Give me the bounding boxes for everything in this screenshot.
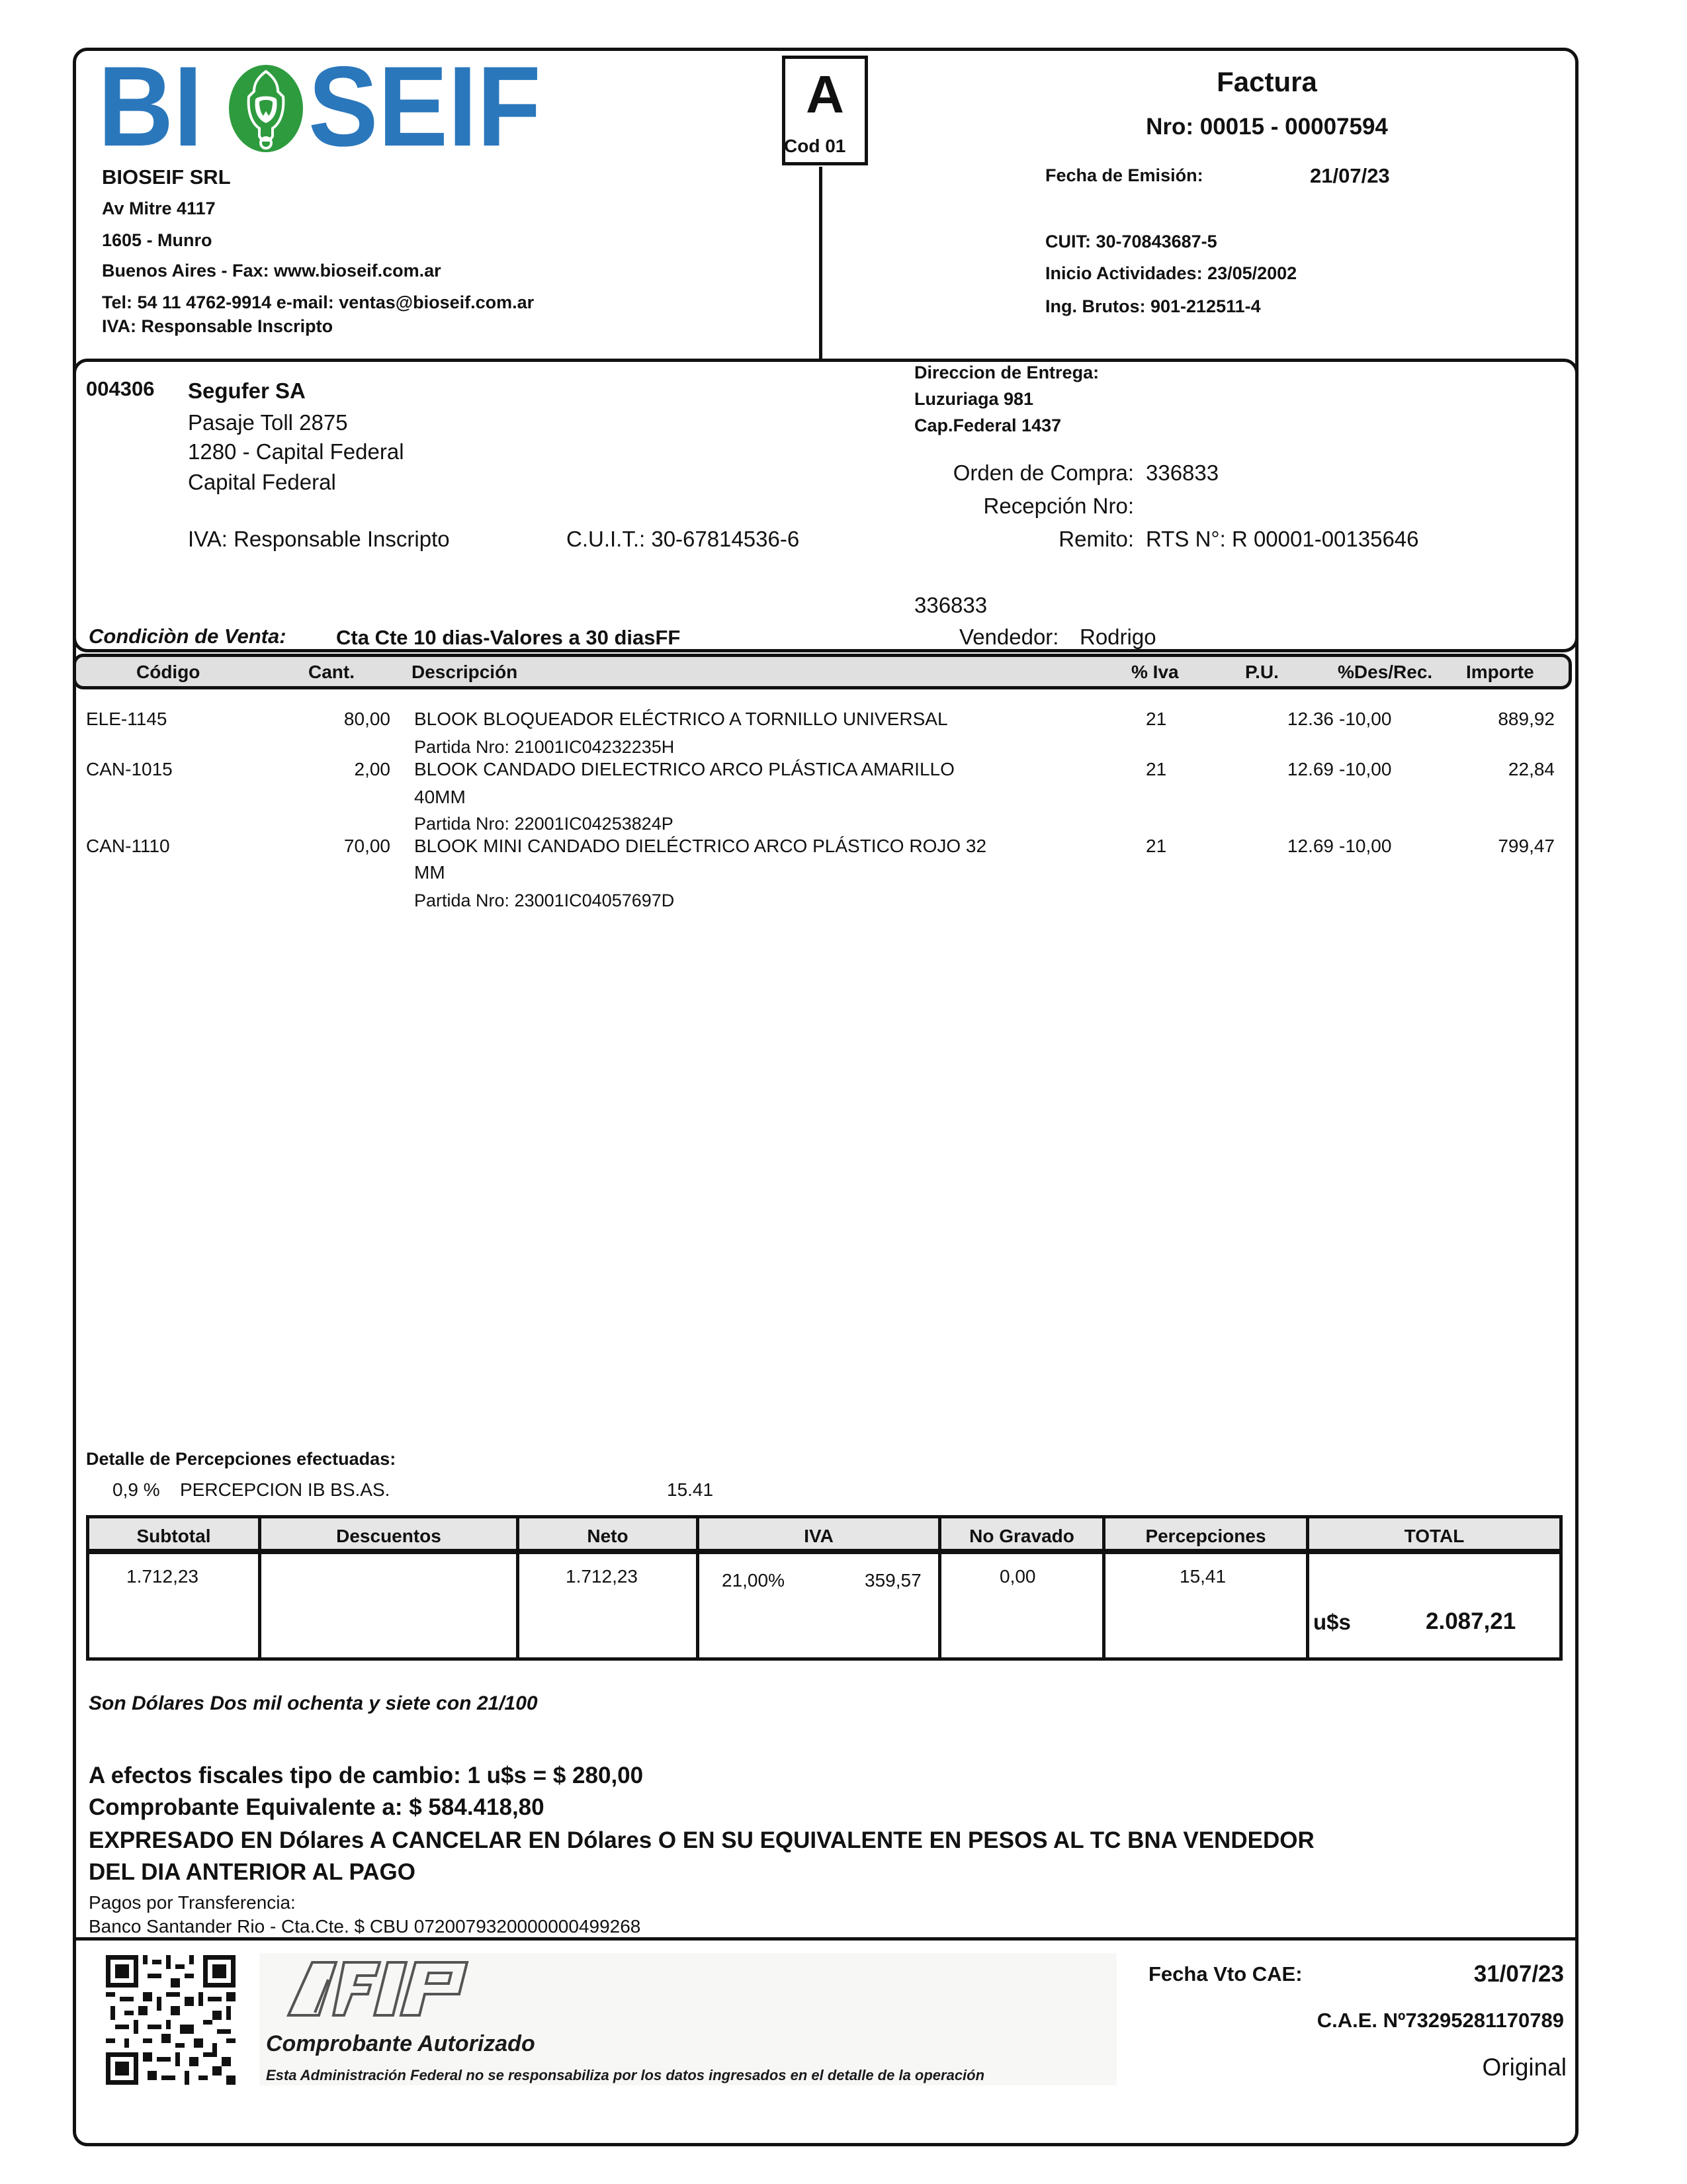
item-unit-price: 12.69 [1287,836,1334,856]
item-description: BLOOK BLOQUEADOR ELÉCTRICO A TORNILLO UNIVERSAL [414,709,948,729]
header-iva: % Iva [1131,662,1179,682]
customer-city: 1280 - Capital Federal [188,439,404,464]
issue-date-label: Fecha de Emisión: [1045,165,1203,185]
header-divider [819,167,822,360]
invoice-type-letter: A [806,65,844,124]
header-code: Código [136,662,200,682]
invoice-type-code: Cod 01 [784,136,846,156]
item-code: CAN-1015 [86,759,173,779]
totals-currency: u$s [1313,1610,1351,1634]
totals-col-discounts [261,1518,519,1657]
customer-code: 004306 [86,377,155,400]
issuer-name: BIOSEIF SRL [102,165,231,189]
exchange-rate-note: A efectos fiscales tipo de cambio: 1 u$s = $ 280,00 [89,1763,644,1788]
item-code: CAN-1110 [86,836,170,856]
totals-iva-rate: 21,00% [722,1570,785,1591]
totals-col-not-taxed [941,1518,1105,1657]
sale-condition-value: Cta Cte 10 dias-Valores a 30 diasFF [336,626,681,649]
cae-due-label: Fecha Vto CAE: [1148,1962,1303,1986]
item-iva: 21 [1146,709,1167,729]
issuer-gross-income: Ing. Brutos: 901-212511-4 [1045,296,1261,316]
totals-table [86,1515,1563,1661]
item-iva: 21 [1146,836,1167,856]
reference-number: 336833 [914,593,988,617]
remito-label: Remito: [1059,527,1134,551]
issuer-contact: Tel: 54 11 4762-9914 e-mail: ventas@bioseif.com.ar [102,292,535,312]
item-unit-price: 12.36 [1287,709,1334,729]
issuer-cuit: CUIT: 30-70843687-5 [1045,232,1217,251]
currency-notice: EXPRESADO EN Dólares A CANCELAR EN Dólares O EN SU EQUIVALENTE EN PESOS AL TC BNA VENDEDOR [89,1827,1315,1853]
reception-label: Recepción Nro: [983,494,1134,518]
perception-name: PERCEPCION IB BS.AS. [180,1479,390,1500]
item-description-cont: MM [414,862,445,883]
equivalent-amount: Comprobante Equivalente a: $ 584.418,80 [89,1794,544,1820]
cae-number: C.A.E. Nº73295281170789 [1317,2009,1564,2032]
totals-header-perceptions: Percepciones [1105,1518,1306,1554]
issuer-city: 1605 - Munro [102,230,212,250]
amount-in-words: Son Dólares Dos mil ochenta y siete con 21/100 [89,1692,538,1714]
afip-authorization-panel [259,1953,1117,2085]
item-amount: 799,47 [1498,836,1555,856]
currency-notice-cont: DEL DIA ANTERIOR AL PAGO [89,1859,415,1885]
purchase-order-value: 336833 [1146,460,1219,485]
item-lot: Partida Nro: 22001IC04253824P [414,814,673,834]
item-discount: -10,00 [1339,836,1392,856]
totals-col-net [519,1518,699,1657]
remito-value: RTS N°: R 00001-00135646 [1146,527,1419,551]
item-discount: -10,00 [1339,759,1392,779]
authorized-label: Comprobante Autorizado [266,2031,535,2056]
item-lot: Partida Nro: 23001IC04057697D [414,891,675,910]
delivery-city: Cap.Federal 1437 [914,415,1062,435]
afip-logo-icon [275,1960,513,2024]
bioseif-logo [98,43,569,170]
item-lot: Partida Nro: 21001IC04232235H [414,737,675,757]
header-amount: Importe [1466,662,1534,682]
totals-header-subtotal: Subtotal [89,1518,258,1554]
invoice-type-box [782,56,868,165]
customer-province: Capital Federal [188,470,336,494]
item-code: ELE-1145 [86,709,167,729]
footer-divider [73,1937,1579,1941]
issuer-address: Av Mitre 4117 [102,198,216,218]
totals-header-not-taxed: No Gravado [941,1518,1102,1554]
customer-cuit: C.U.I.T.: 30-67814536-6 [566,527,800,551]
item-unit-price: 12.69 [1287,759,1334,779]
totals-col-total [1309,1518,1559,1657]
totals-header-net: Neto [519,1518,696,1554]
totals-header-discounts: Descuentos [261,1518,516,1554]
purchase-order-label: Orden de Compra: [953,460,1134,485]
header-description: Descripción [411,662,518,682]
item-qty: 70,00 [343,836,390,856]
perceptions-title: Detalle de Percepciones efectuadas: [86,1449,396,1469]
item-description-cont: 40MM [414,787,466,807]
delivery-address: Luzuriaga 981 [914,389,1034,409]
logo-text-left: BI [98,43,203,170]
totals-header-total: TOTAL [1309,1518,1559,1554]
item-amount: 889,92 [1498,709,1555,729]
customer-address: Pasaje Toll 2875 [188,410,348,435]
totals-col-perceptions [1105,1518,1309,1657]
copy-label: Original [1482,2054,1567,2081]
item-discount: -10,00 [1339,709,1392,729]
document-title: Factura [1217,66,1317,97]
item-description: BLOOK MINI CANDADO DIELÉCTRICO ARCO PLÁSTICO ROJO 32 [414,836,987,856]
totals-col-iva [699,1518,941,1657]
totals-net: 1.712,23 [566,1566,638,1587]
customer-name: Segufer SA [188,378,306,403]
afip-disclaimer: Esta Administración Federal no se responsabiliza por los datos ingresados en el detalle de la operación [266,2067,985,2083]
document-number: Nro: 00015 - 00007594 [1146,114,1388,140]
gas-mask-icon [229,65,303,152]
payment-title: Pagos por Transferencia: [89,1892,296,1913]
totals-subtotal: 1.712,23 [126,1566,198,1587]
item-amount: 22,84 [1508,759,1555,779]
totals-header-iva: IVA [699,1518,938,1554]
perception-amount: 15.41 [667,1479,714,1500]
item-qty: 2,00 [354,759,390,779]
payment-bank: Banco Santander Rio - Cta.Cte. $ CBU 0720079320000000499268 [89,1916,641,1937]
issuer-start-date: Inicio Actividades: 23/05/2002 [1045,263,1297,283]
totals-perceptions: 15,41 [1180,1566,1227,1587]
perception-rate: 0,9 % [112,1479,160,1500]
issuer-province-fax: Buenos Aires - Fax: www.bioseif.com.ar [102,261,441,281]
totals-not-taxed: 0,00 [1000,1566,1036,1587]
issue-date: 21/07/23 [1310,164,1390,187]
seller-name: Rodrigo [1080,625,1156,649]
header-qty: Cant. [308,662,355,682]
seller-label: Vendedor: [959,625,1059,649]
cae-due-date: 31/07/23 [1473,1961,1564,1987]
header-unit-price: P.U. [1245,662,1279,682]
logo-text-right: SEIF [308,43,541,170]
totals-iva-amount: 359,57 [865,1570,922,1591]
delivery-label: Direccion de Entrega: [914,363,1100,382]
item-iva: 21 [1146,759,1167,779]
totals-grand-total: 2.087,21 [1426,1608,1516,1634]
header-discount: %Des/Rec. [1338,662,1433,682]
item-description: BLOOK CANDADO DIELECTRICO ARCO PLÁSTICA AMARILLO [414,759,955,779]
customer-iva: IVA: Responsable Inscripto [188,527,450,551]
qr-code-icon [106,1955,236,2085]
issuer-iva: IVA: Responsable Inscripto [102,316,333,336]
item-qty: 80,00 [343,709,390,729]
totals-col-subtotal [89,1518,261,1657]
sale-condition-label: Condiciòn de Venta: [89,625,286,648]
